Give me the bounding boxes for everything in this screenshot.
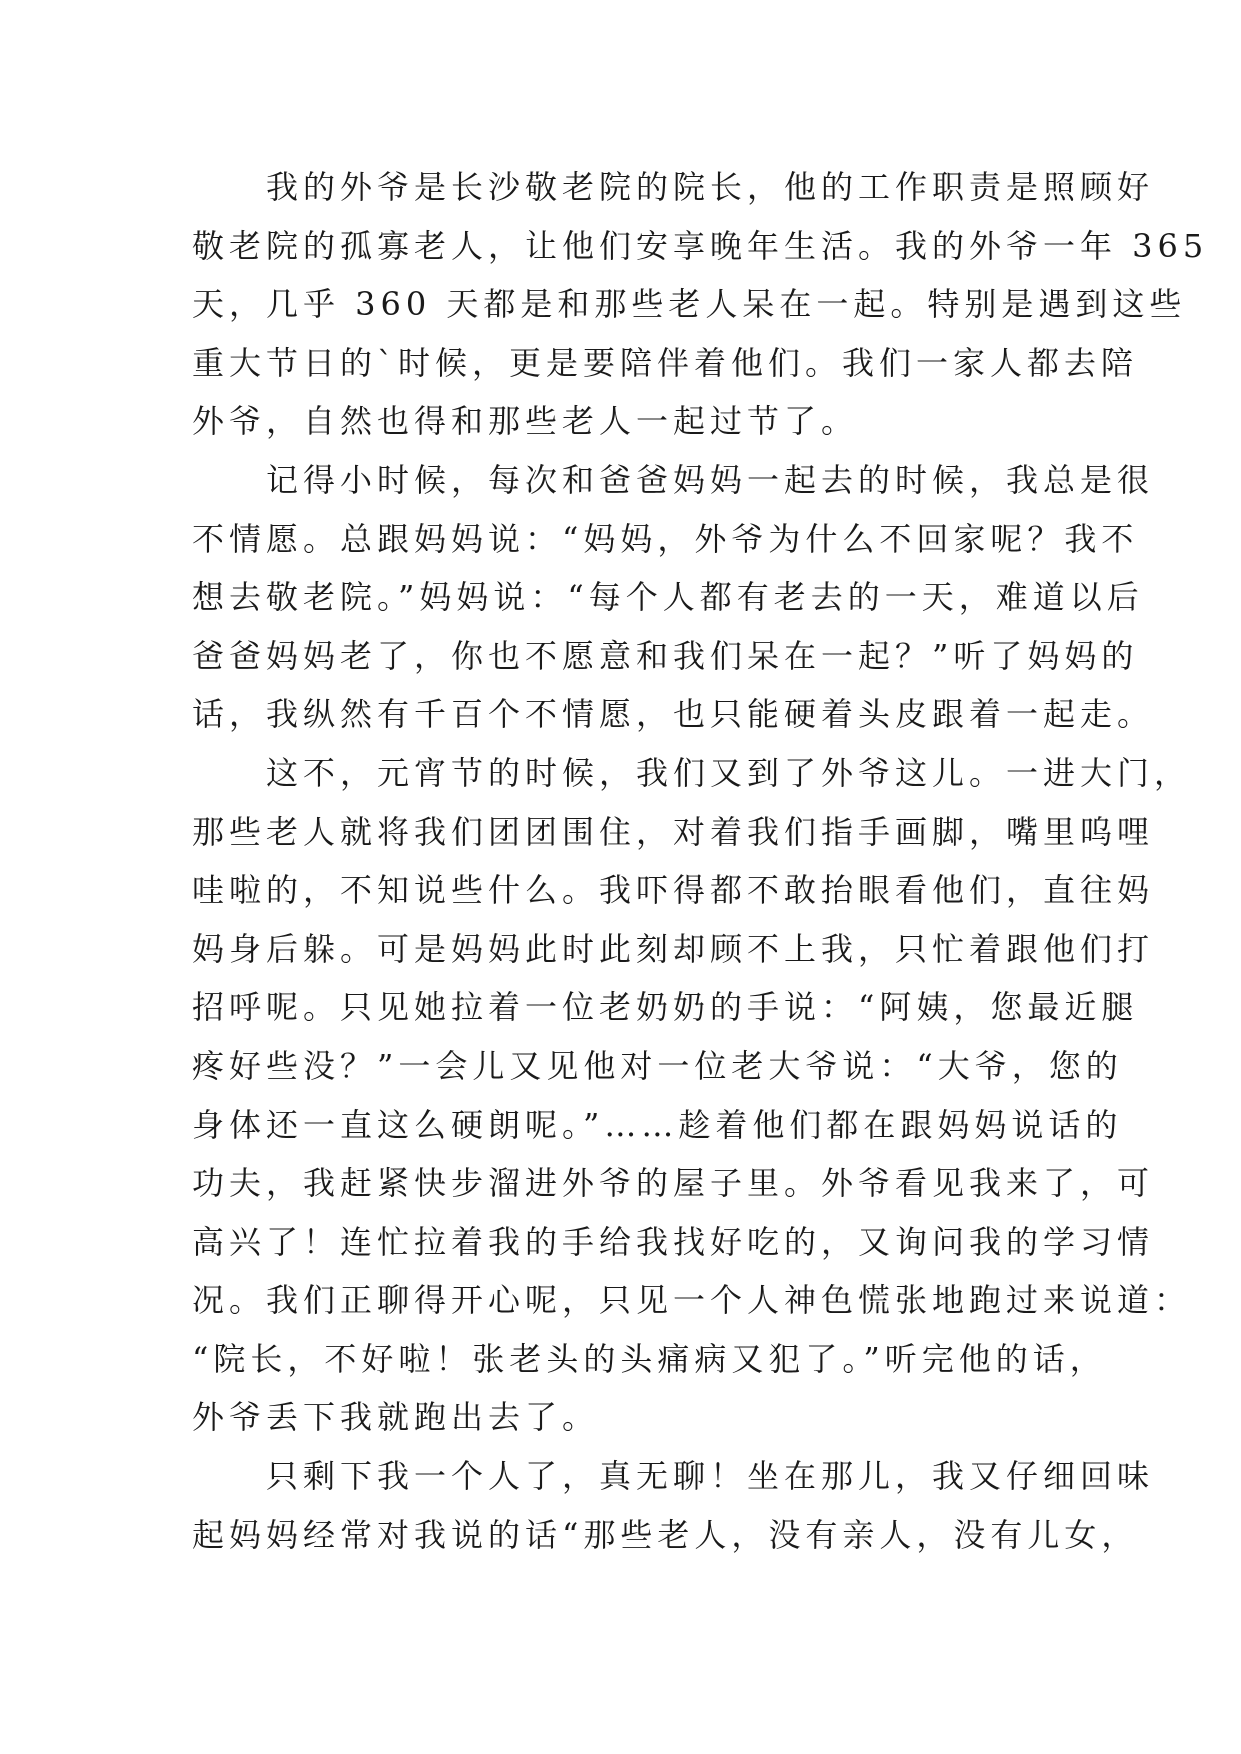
text-line: 不情愿。总跟妈妈说：“妈妈，外爷为什么不回家呢？我不 (192, 519, 1139, 558)
text-line: 爸爸妈妈老了，你也不愿意和我们呆在一起？”听了妈妈的 (192, 636, 1139, 675)
text-line: “院长，不好啦！张老头的头痛病又犯了。”听完他的话， (192, 1339, 1107, 1378)
text-line: 这不，元宵节的时候，我们又到了外爷这儿。一进大门， (192, 753, 1192, 792)
paragraph-3 (192, 744, 1192, 1447)
text-line: 妈身后躲。可是妈妈此时此刻却顾不上我，只忙着跟他们打 (192, 929, 1155, 968)
text-line: 外爷，自然也得和那些老人一起过节了。 (192, 402, 859, 441)
text-line: 我的外爷是长沙敬老院的院长，他的工作职责是照顾好 (192, 168, 1155, 206)
text-line: 起妈妈经常对我说的话“那些老人，没有亲人，没有儿女， (192, 1515, 1139, 1554)
paragraph-4 (192, 1447, 1155, 1564)
text-line: 疼好些没？”一会儿又见他对一位老大爷说：“大爷，您的 (192, 1046, 1123, 1085)
text-line: 高兴了！连忙拉着我的手给我找好吃的，又询问我的学习情 (192, 1222, 1155, 1261)
document-body (192, 158, 1209, 1564)
text-line: 只剩下我一个人了，真无聊！坐在那儿，我又仔细回味 (192, 1457, 1155, 1496)
paragraph-2 (192, 451, 1155, 744)
text-line: 重大节日的`时候，更是要陪伴着他们。我们一家人都去陪 (192, 343, 1139, 382)
text-line: 天，几乎 360 天都是和那些老人呆在一起。特别是遇到这些 (192, 285, 1187, 324)
text-line: 外爷丢下我就跑出去了。 (192, 1398, 600, 1437)
text-line: 敬老院的孤寡老人，让他们安享晚年生活。我的外爷一年 365 (192, 226, 1209, 265)
text-line: 哇啦的，不知说些什么。我吓得都不敢抬眼看他们，直往妈 (192, 871, 1155, 910)
text-line: 想去敬老院。”妈妈说：“每个人都有老去的一天，难道以后 (192, 578, 1144, 617)
text-line: 那些老人就将我们团团围住，对着我们指手画脚，嘴里呜哩 (192, 812, 1155, 851)
text-line: 招呼呢。只见她拉着一位老奶奶的手说：“阿姨，您最近腿 (192, 988, 1139, 1027)
text-line: 身体还一直这么硬朗呢。”……趁着他们都在跟妈妈说话的 (192, 1105, 1123, 1144)
text-line: 话，我纵然有千百个不情愿，也只能硬着头皮跟着一起走。 (192, 695, 1155, 734)
paragraph-1 (192, 158, 1209, 451)
text-line: 功夫，我赶紧快步溜进外爷的屋子里。外爷看见我来了，可 (192, 1164, 1155, 1203)
text-line: 况。我们正聊得开心呢，只见一个人神色慌张地跑过来说道： (192, 1281, 1192, 1320)
text-line: 记得小时候，每次和爸爸妈妈一起去的时候，我总是很 (192, 460, 1155, 499)
